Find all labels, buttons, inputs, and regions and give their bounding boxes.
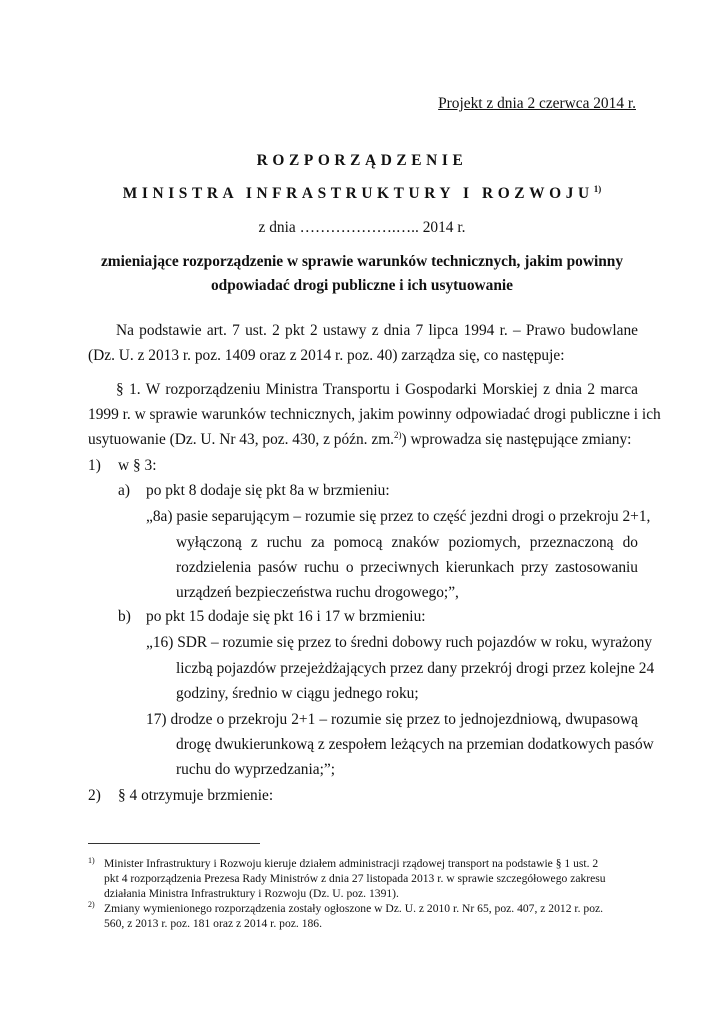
document-type-heading: ROZPORZĄDZENIE	[256, 152, 468, 169]
item-b-quote-line-5: drogę dwukierunkową z zespołem leżących na przemian dodatkowych pasów	[176, 736, 654, 753]
subject-line-1: zmieniające rozporządzenie w sprawie warunków technicznych, jakim powinny	[100, 253, 624, 270]
section1-line-3-end: ) wprowadza się następujące zmiany:	[401, 431, 632, 448]
item-a-quote-line-1: „8a) pasie separującym – rozumie się przez to część jezdni drogi o przekroju 2+1,	[146, 508, 651, 525]
item-b-letter: b)	[118, 608, 131, 625]
item-b-text: po pkt 15 dodaje się pkt 16 i 17 w brzmieniu:	[146, 608, 426, 625]
footnote-2-line-2: 560, z 2013 r. poz. 181 oraz z 2014 r. poz. 186.	[104, 917, 322, 930]
section1-line-1: § 1. W rozporządzeniu Ministra Transportu i Gospodarki Morskiej z dnia 2 marca	[116, 381, 638, 398]
issuer-heading	[0, 184, 724, 204]
item-2-number: 2)	[88, 787, 101, 804]
footnote-1-line-3: działania Ministra Infrastruktury i Rozwoju (Dz. U. poz. 1391).	[104, 887, 399, 900]
item-a-letter: a)	[118, 482, 130, 499]
item-a-text: po pkt 8 dodaje się pkt 8a w brzmieniu:	[146, 482, 390, 499]
item-b-quote-line-4: 17) drodze o przekroju 2+1 – rozumie się przez to jednojezdniową, dwupasową	[146, 711, 638, 728]
footnote-separator	[88, 843, 260, 844]
section1-line-3	[88, 430, 631, 450]
preamble-line-2: (Dz. U. z 2013 r. poz. 1409 oraz z 2014 r. poz. 40) zarządza się, co następuje:	[88, 347, 565, 364]
preamble-line-1: Na podstawie art. 7 ust. 2 pkt 2 ustawy z dnia 7 lipca 1994 r. – Prawo budowlane	[116, 322, 638, 339]
date-line: z dnia ……………….….. 2014 r.	[258, 219, 466, 236]
item-b-quote-line-1: „16) SDR – rozumie się przez to średni dobowy ruch pojazdów w roku, wyrażony	[146, 634, 653, 651]
project-date: Projekt z dnia 2 czerwca 2014 r.	[438, 95, 636, 112]
issuer-name: MINISTRA INFRASTRUKTURY I ROZWOJU	[122, 185, 594, 202]
subject-line-2: odpowiadać drogi publiczne i ich usytuowanie	[210, 277, 514, 294]
item-2-text: § 4 otrzymuje brzmienie:	[118, 787, 274, 804]
item-b-quote-line-3: godziny, średnio w ciągu jednego roku;	[176, 685, 419, 702]
footnote-ref-1: 1)	[593, 183, 602, 194]
footnote-2-mark: 2)	[88, 900, 95, 909]
item-a-quote-line-3: rozdzielenia pasów ruchu o przeciwnych kierunkach przy zastosowaniu	[176, 559, 638, 576]
item-b-quote-line-6: ruchu do wyprzedzania;”;	[176, 761, 335, 778]
item-a-quote-line-4: urządzeń bezpieczeństwa ruchu drogowego;”,	[176, 584, 459, 601]
footnote-2-line-1: Zmiany wymienionego rozporządzenia zostały ogłoszone w Dz. U. z 2010 r. Nr 65, poz. 407, z 2012 r. poz.	[104, 902, 604, 915]
footnote-1-line-1: Minister Infrastruktury i Rozwoju kieruje działem administracji rządowej transport na podstawie § 1 ust. 2	[104, 857, 599, 870]
item-b-quote-line-2: liczbą pojazdów przejeżdżających przez dany przekrój drogi przez kolejne 24	[176, 660, 655, 677]
section1-line-2: 1999 r. w sprawie warunków technicznych, jakim powinny odpowiadać drogi publiczne i ich	[88, 406, 661, 423]
item-a-quote-line-2: wyłączoną z ruchu za pomocą znaków poziomych, przeznaczoną do	[176, 534, 638, 551]
footnote-1-mark: 1)	[88, 856, 95, 865]
footnote-1-line-2: pkt 4 rozporządzenia Prezesa Rady Ministrów z dnia 27 listopada 2013 r. w sprawie szczegółowego zakresu	[104, 872, 606, 885]
section1-line-3-text: usytuowanie (Dz. U. Nr 43, poz. 430, z późn. zm.	[88, 431, 395, 448]
footnote-ref-2: 2)	[394, 429, 402, 440]
item-1-text: w § 3:	[118, 457, 157, 474]
item-1-number: 1)	[88, 457, 101, 474]
